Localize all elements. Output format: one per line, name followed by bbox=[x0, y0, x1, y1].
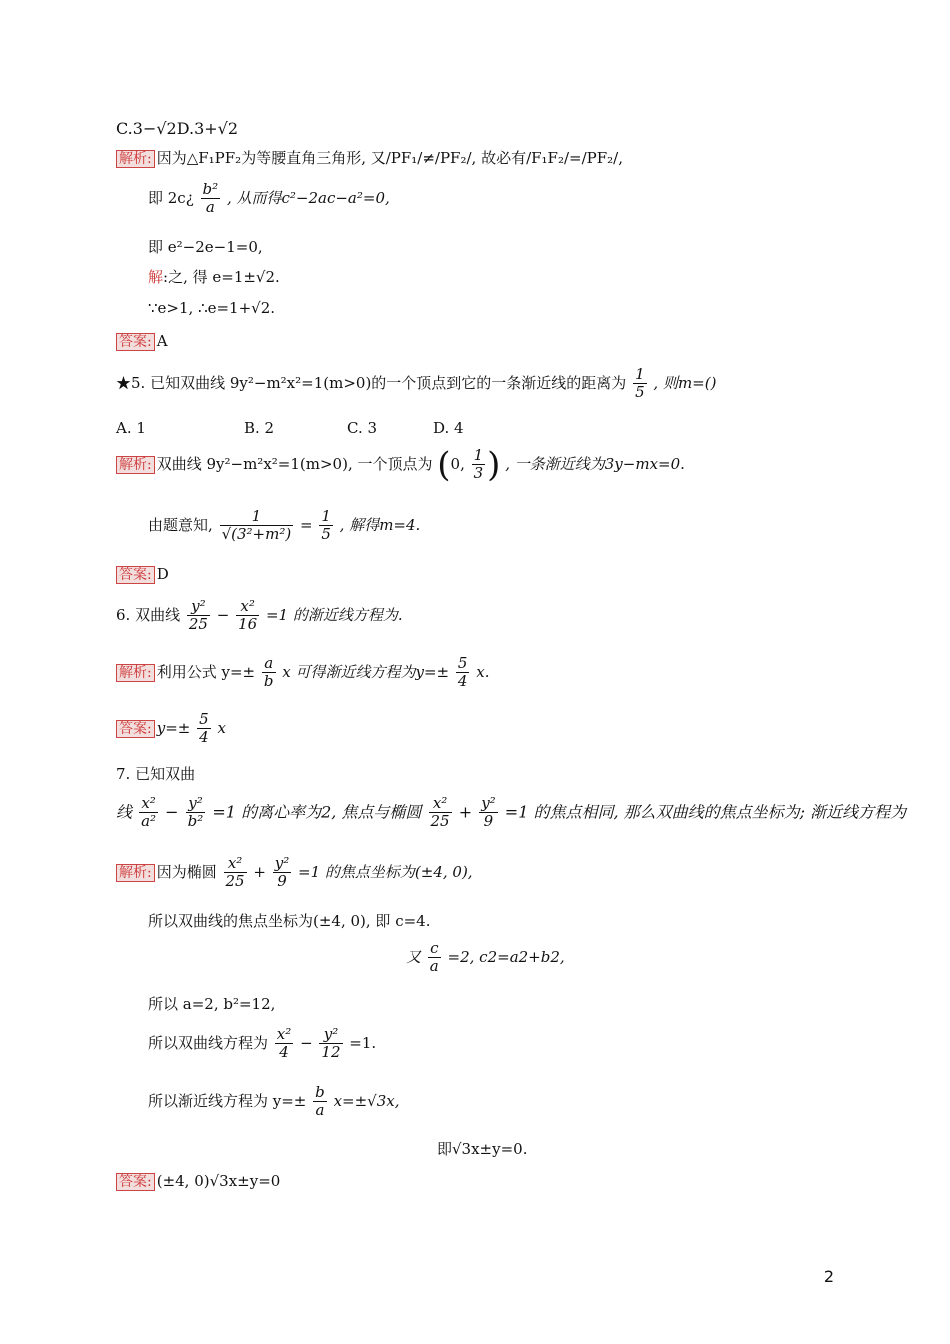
fraction: $\frac{\text{y²}}{9}$ bbox=[274, 854, 290, 891]
answer-line: 答案: D bbox=[116, 566, 169, 584]
fraction: $\frac{1}{5}$ bbox=[635, 365, 645, 402]
solution-line bbox=[148, 181, 390, 217]
option-d: D. 4 bbox=[433, 419, 464, 437]
question-7-cont: 线 $\frac{\text{x²}}{\text{a²}}$ − $\frac{\text{y²}}{\text{b²}}$ =1 的离心率为2, 焦点与椭圆 $\frac{\text{x²}}{25}$ + $\frac{\text{y²}}{9}$ =1 的焦点相同, 那么双曲线的焦点坐标为; 渐近线方程为 bbox=[116, 794, 907, 831]
solution-line: 解析: 因为椭圆 $\frac{\text{x²}}{25}$ + $\frac{\text{y²}}{9}$ =1 的焦点坐标为(±4, 0), bbox=[116, 855, 473, 891]
solution-line: 所以 a=2, b²=12, bbox=[148, 995, 276, 1013]
fraction: $\frac{\text{y²}}{12}$ bbox=[321, 1025, 341, 1062]
solution-tag: 解析: bbox=[116, 456, 155, 474]
fraction: $\frac{5}{4}$ bbox=[199, 710, 209, 747]
text: :之, 得 e=1±√2. bbox=[163, 268, 280, 286]
solution-line bbox=[116, 150, 623, 168]
page-number: 2 bbox=[823, 1267, 834, 1286]
fraction: $\frac{b}{a}$ bbox=[315, 1083, 325, 1120]
solution-tag: 解析: bbox=[116, 864, 155, 882]
solution-line-centered: 即√3x±y=0. bbox=[437, 1140, 528, 1158]
option-c: C. 3 bbox=[347, 419, 378, 437]
fraction: $\frac{\text{x²}}{25}$ bbox=[225, 854, 245, 891]
fraction: $\frac{5}{4}$ bbox=[457, 654, 468, 691]
solution-line: 所以双曲线方程为 $\frac{\text{x²}}{4}$ − $\frac{\text{y²}}{12}$ =1. bbox=[148, 1025, 377, 1062]
solution-line bbox=[148, 270, 280, 285]
fraction: $\frac{c}{a}$ bbox=[429, 939, 439, 976]
solution-tag: 解析: bbox=[116, 664, 155, 682]
fraction: $\frac{1}{3}$ bbox=[473, 446, 484, 483]
answer-line: 答案: A bbox=[116, 333, 168, 351]
option-cd-line: C.3−√2D.3+√2 bbox=[116, 119, 239, 138]
answer-tag: 答案: bbox=[116, 1173, 155, 1191]
text: 因为△F₁PF₂为等腰直角三角形, 又/PF₁/≠/PF₂/, 故必有/F₁F₂/=/PF₂/, bbox=[156, 149, 623, 167]
solution-line: 解析: 双曲线 9y²−m²x²=1(m>0), 一个顶点为 (0, $\frac{1}{3}$ ) , 一条渐近线为3y−mx=0. bbox=[116, 447, 685, 483]
fraction: $\frac{\text{x²}}{4}$ bbox=[276, 1025, 292, 1062]
answer-tag: 答案: bbox=[116, 566, 155, 584]
text: 即 2c¿ bbox=[148, 188, 194, 207]
solution-line: 所以双曲线的焦点坐标为(±4, 0), 即 c=4. bbox=[148, 912, 431, 930]
question-7: 7. 已知双曲 bbox=[116, 765, 196, 783]
question-6: 6. 双曲线 $\frac{\text{y²}}{25}$ − $\frac{\text{x²}}{16}$ =1 的渐近线方程为. bbox=[116, 597, 403, 634]
solution-tag: 解析: bbox=[116, 150, 155, 168]
fraction: $\frac{1}{5}$ bbox=[321, 507, 331, 544]
text: , 从而得c²−2ac−a²=0, bbox=[226, 188, 390, 207]
solution-line: 解析: 利用公式 y=± $\frac{a}{b}$ x 可得渐近线方程为y=± $\frac{5}{4}$ x. bbox=[116, 655, 489, 691]
answer-tag: 答案: bbox=[116, 333, 155, 351]
fraction: $\frac{1}{\text{√(3²+m²)}}$ bbox=[221, 507, 292, 544]
text: 解 bbox=[148, 268, 164, 286]
fraction: $\frac{\text{y²}}{9}$ bbox=[481, 794, 496, 831]
solution-line: 即 e²−2e−1=0, bbox=[148, 238, 263, 256]
solution-line: 由题意知, $\frac{1}{\text{√(3²+m²)}}$ = $\frac{1}{5}$ , 解得m=4. bbox=[148, 507, 421, 544]
solution-line: ∵e>1, ∴e=1+√2. bbox=[148, 299, 276, 317]
solution-line: 所以渐近线方程为 y=± $\frac{b}{a}$ x=±√3x, bbox=[148, 1083, 400, 1120]
fraction: $\frac{\text{y²}}{\text{b²}}$ bbox=[187, 794, 204, 831]
answer-line: 答案: (±4, 0)√3x±y=0 bbox=[116, 1173, 280, 1191]
solution-line-centered: 又 $\frac{c}{a}$ =2, c2=a2+b2, bbox=[406, 939, 565, 976]
fraction: $\frac{\text{x²}}{16}$ bbox=[238, 597, 258, 634]
fraction: $\frac{\text{x²}}{25}$ bbox=[430, 794, 450, 831]
fraction: $\frac{\text{b²}}{a}$ bbox=[202, 180, 219, 217]
option-a: A. 1 bbox=[116, 419, 146, 437]
answer-line: 答案: y=± $\frac{5}{4}$ x bbox=[116, 711, 226, 747]
fraction: $\frac{\text{y²}}{25}$ bbox=[188, 597, 208, 634]
answer-tag: 答案: bbox=[116, 720, 155, 738]
option-b: B. 2 bbox=[244, 419, 275, 437]
fraction: $\frac{a}{b}$ bbox=[263, 654, 274, 691]
question-5: ★5. 已知双曲线 9y²−m²x²=1(m>0)的一个顶点到它的一条渐近线的距离为 $\frac{1}{5}$ , 则m=() bbox=[116, 365, 717, 402]
fraction: $\frac{\text{x²}}{\text{a²}}$ bbox=[141, 794, 157, 831]
